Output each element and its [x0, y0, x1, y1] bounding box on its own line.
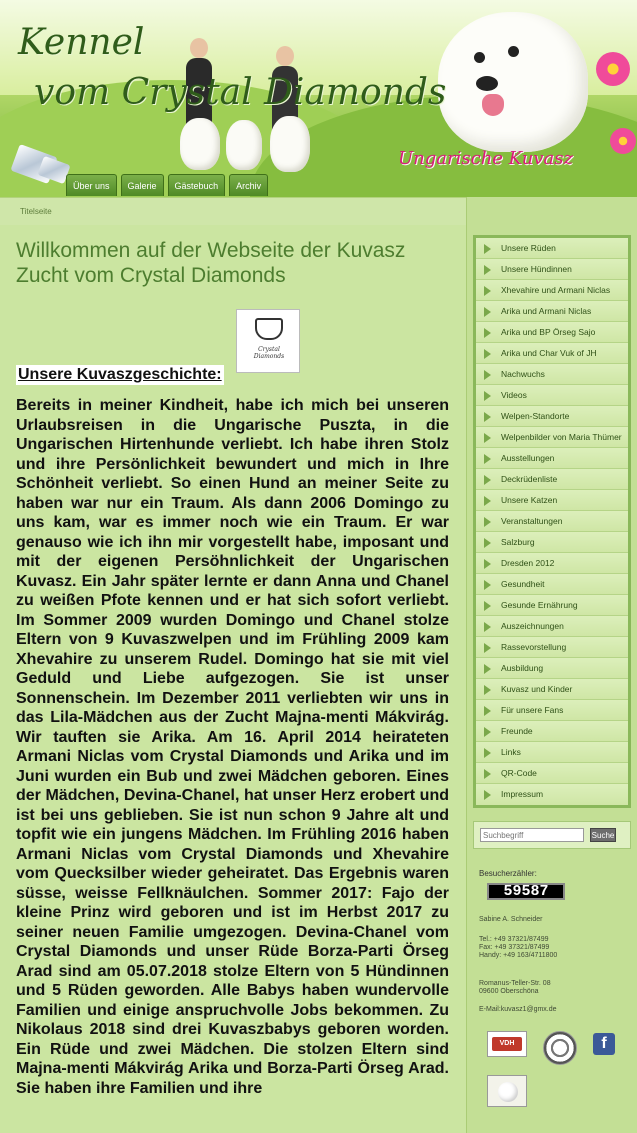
- sidebar-menu-item[interactable]: [476, 721, 628, 742]
- dog-figure: [226, 120, 262, 170]
- nav-tab-galerie[interactable]: Galerie: [121, 174, 164, 196]
- main-nav: [66, 174, 268, 196]
- sidebar-menu-label: Welpenbilder von Maria Thümer: [501, 432, 622, 442]
- sidebar-menu-label: Links: [501, 747, 521, 757]
- arrow-right-icon: [484, 769, 491, 779]
- diamond-icon: [255, 318, 283, 340]
- sidebar-menu-label: Xhevahire und Armani Niclas: [501, 285, 611, 295]
- sidebar-menu-item[interactable]: [476, 469, 628, 490]
- sidebar-menu-item[interactable]: [476, 532, 628, 553]
- sidebar-menu-item[interactable]: [476, 553, 628, 574]
- sidebar-menu-item[interactable]: [476, 679, 628, 700]
- sidebar-menu-label: Videos: [501, 390, 527, 400]
- kennel-logo: [236, 309, 300, 373]
- visitor-counter: 59587: [487, 883, 565, 900]
- dog-figure: [270, 116, 310, 172]
- arrow-right-icon: [484, 727, 491, 737]
- sidebar-menu-item[interactable]: [476, 511, 628, 532]
- nav-tab-ueber-uns[interactable]: Über uns: [66, 174, 117, 196]
- sidebar-menu-label: Nachwuchs: [501, 369, 545, 379]
- dog-figure: [180, 118, 220, 170]
- site-subtitle: Ungarische Kuvasz: [398, 148, 573, 169]
- site-header: [0, 0, 637, 197]
- page-title: Willkommen auf der Webseite der Kuvasz Zucht vom Crystal Diamonds: [16, 239, 406, 287]
- kennel-logo-text: Crystal Diamonds: [253, 346, 285, 360]
- sidebar-menu-item[interactable]: [476, 406, 628, 427]
- search-input[interactable]: [480, 828, 584, 842]
- fci-seal-icon[interactable]: [543, 1031, 577, 1065]
- sidebar: [466, 197, 637, 1133]
- arrow-right-icon: [484, 685, 491, 695]
- sidebar-menu-label: Rassevorstellung: [501, 642, 567, 652]
- arrow-right-icon: [484, 244, 491, 254]
- sidebar-menu-item[interactable]: [476, 658, 628, 679]
- arrow-right-icon: [484, 370, 491, 380]
- sidebar-menu: [473, 235, 631, 808]
- sidebar-menu-label: Unsere Hündinnen: [501, 264, 572, 274]
- search-button[interactable]: Suche: [590, 828, 616, 842]
- flower-decoration: [596, 52, 630, 86]
- site-title-line1: Kennel: [18, 22, 145, 63]
- sidebar-menu-item[interactable]: [476, 427, 628, 448]
- sidebar-menu-item[interactable]: [476, 343, 628, 364]
- site-title: [18, 18, 446, 118]
- sidebar-menu-item[interactable]: [476, 238, 628, 259]
- kuvasz-portrait: [438, 12, 588, 152]
- arrow-right-icon: [484, 475, 491, 485]
- breadcrumb[interactable]: Titelseite: [20, 207, 52, 216]
- sidebar-menu-label: QR-Code: [501, 768, 537, 778]
- flower-decoration: [610, 128, 636, 154]
- sidebar-menu-item[interactable]: [476, 385, 628, 406]
- contact-email[interactable]: E-Mail:kuvasz1@gmx.de: [479, 1006, 557, 1013]
- search-box: [473, 821, 631, 849]
- sidebar-menu-label: Welpen-Standorte: [501, 411, 570, 421]
- contact-fax: Fax: +49 37321/87499: [479, 944, 550, 951]
- sidebar-menu-label: Unsere Katzen: [501, 495, 558, 505]
- sidebar-menu-label: Unsere Rüden: [501, 243, 556, 253]
- arrow-right-icon: [484, 580, 491, 590]
- sidebar-menu-item[interactable]: [476, 595, 628, 616]
- contact-mobile: Handy: +49 163/4711800: [479, 952, 558, 959]
- facebook-icon[interactable]: f: [593, 1033, 615, 1055]
- arrow-right-icon: [484, 706, 491, 716]
- arrow-right-icon: [484, 433, 491, 443]
- arrow-right-icon: [484, 391, 491, 401]
- sidebar-menu-item[interactable]: [476, 364, 628, 385]
- sidebar-menu-label: Ausbildung: [501, 663, 544, 673]
- arrow-right-icon: [484, 349, 491, 359]
- story-heading: Unsere Kuvaszgeschichte:: [18, 366, 222, 383]
- arrow-right-icon: [484, 748, 491, 758]
- sidebar-menu-label: Veranstaltungen: [501, 516, 563, 526]
- story-text: Bereits in meiner Kindheit, habe ich mich bei unseren Urlaubsreisen in die Ungarische Puszta, in die Ungarischen Hirtenhunde verliebt. Ich habe ihren Stolz und ihre Persönlichkeit bewundert und mich in Ihre Schönheit verliebt. So einen Hund an meiner Seite zu haben war nur ein Traum. Als dann 2006 Domingo zu uns kam, war es immer noch wie ein Traum. Er war genauso wie ich ihn mir vorgestellt habe, imposant und mit der eigenen Persöhnlichkeit der Ungarischen Kuvasz. Ein Jahr später lernte er dann Anna und Chanel zu weißen Pfote kennen und er hat sich sofort verliebt. Im Sommer 2009 wurden Domingo und Chanel stolze Eltern von 9 Kuvaszwelpen und im Frühling 2009 kam Xhevahire zu unserem Rudel. Domingo hat sie mit viel Geduld und Liebe aufgezogen. Sie ist unser Sonnenschein. Im Dezember 2011 verliebten wir uns in das Lila-Mädchen aus der Zucht Majna-menti Mákvirág. Wir tauften sie Arika. Am 16. April 2014 heirateten Armani Niclas vom Crystal Diamonds und Arika und im Juni wurden ein Bub und zwei Mädchen geboren. Eines der Mädchen, Devina-Chanel, hat unser Herz erobert und ist bei uns geblieben. Sie ist nun schon 9 Jahre alt und topfit wie ein jungens Mädchen. Im Frühling 2016 haben Armani Niclas vom Crystal Diamonds und Xhevahire vom Quecksilber wieder geheiratet. Das Ergebnis waren süsse, weisse Fellknäulchen. Sommer 2017: Fajo der kleine Prinz wird geboren und ist im Herbst 2017 zu seiner neuen Familie umgezogen. Devina-Chanel vom Crystal Diamonds und unser Rüde Borza-Parti Örseg Arad sind am 05.07.2018 stolze Eltern von 5 Hündinnen und 5 Rüden geworden. Alle Babys haben wundervolle Familien und einige anspruchvolle Jobs bekommen. Zu Nikolaus 2018 sind drei Kuvaszbabys geboren worden. Ein Rüde und zwei Mädchen. Die stolzen Eltern sind Majna-menti Mákvirág Arika und Borza-Parti Örseg Arad. Sie haben ihre Familien und ihre: [16, 397, 449, 1097]
- vdh-badge[interactable]: [487, 1031, 527, 1057]
- sidebar-menu-item[interactable]: [476, 448, 628, 469]
- sidebar-menu-label: Kuvasz und Kinder: [501, 684, 573, 694]
- sidebar-menu-label: Arika und BP Örseg Sajo: [501, 327, 596, 337]
- sidebar-menu-item[interactable]: [476, 322, 628, 343]
- contact-tel: Tel.: +49 37321/87499: [479, 936, 549, 943]
- sidebar-menu-label: Salzburg: [501, 537, 535, 547]
- sidebar-menu-item[interactable]: [476, 490, 628, 511]
- sidebar-menu-item[interactable]: [476, 574, 628, 595]
- arrow-right-icon: [484, 664, 491, 674]
- site-title-line2: vom Crystal Diamonds: [34, 72, 447, 113]
- sidebar-menu-item[interactable]: [476, 637, 628, 658]
- sidebar-menu-item[interactable]: [476, 763, 628, 784]
- arrow-right-icon: [484, 559, 491, 569]
- sidebar-menu-label: Dresden 2012: [501, 558, 555, 568]
- sidebar-menu-label: Freunde: [501, 726, 533, 736]
- arrow-right-icon: [484, 517, 491, 527]
- arrow-right-icon: [484, 790, 491, 800]
- sidebar-menu-label: Arika und Char Vuk of JH: [501, 348, 597, 358]
- contact-street: Romanus-Teller-Str. 08: [479, 980, 551, 987]
- sidebar-menu-label: Ausstellungen: [501, 453, 555, 463]
- arrow-right-icon: [484, 454, 491, 464]
- arrow-right-icon: [484, 328, 491, 338]
- sidebar-menu-item[interactable]: [476, 259, 628, 280]
- arrow-right-icon: [484, 307, 491, 317]
- sidebar-menu-label: Für unsere Fans: [501, 705, 564, 715]
- arrow-right-icon: [484, 601, 491, 611]
- sidebar-menu-item[interactable]: [476, 301, 628, 322]
- contact-name: Sabine A. Schneider: [479, 916, 543, 923]
- arrow-right-icon: [484, 265, 491, 275]
- sidebar-menu-item[interactable]: [476, 784, 628, 805]
- sidebar-menu-label: Deckrüdenliste: [501, 474, 558, 484]
- sidebar-menu-item[interactable]: [476, 742, 628, 763]
- arrow-right-icon: [484, 643, 491, 653]
- sidebar-menu-item[interactable]: [476, 280, 628, 301]
- contact-city: 09600 Oberschöna: [479, 988, 539, 995]
- sidebar-menu-item[interactable]: [476, 616, 628, 637]
- visitor-counter-label: Besucherzähler:: [479, 869, 537, 878]
- sidebar-menu-label: Gesunde Ernährung: [501, 600, 578, 610]
- arrow-right-icon: [484, 496, 491, 506]
- sidebar-menu-label: Auszeichnungen: [501, 621, 564, 631]
- dog-photo-thumbnail[interactable]: [487, 1075, 527, 1107]
- arrow-right-icon: [484, 622, 491, 632]
- arrow-right-icon: [484, 412, 491, 422]
- arrow-right-icon: [484, 538, 491, 548]
- sidebar-menu-label: Arika und Armani Niclas: [501, 306, 592, 316]
- nav-tab-archiv[interactable]: Archiv: [229, 174, 268, 196]
- main-content: [0, 225, 466, 1133]
- vdh-logo-icon: VDH: [492, 1037, 522, 1051]
- sidebar-menu-label: Gesundheit: [501, 579, 545, 589]
- arrow-right-icon: [484, 286, 491, 296]
- sidebar-menu-item[interactable]: [476, 700, 628, 721]
- nav-tab-gaestebuch[interactable]: Gästebuch: [168, 174, 226, 196]
- sidebar-menu-label: Impressum: [501, 789, 544, 799]
